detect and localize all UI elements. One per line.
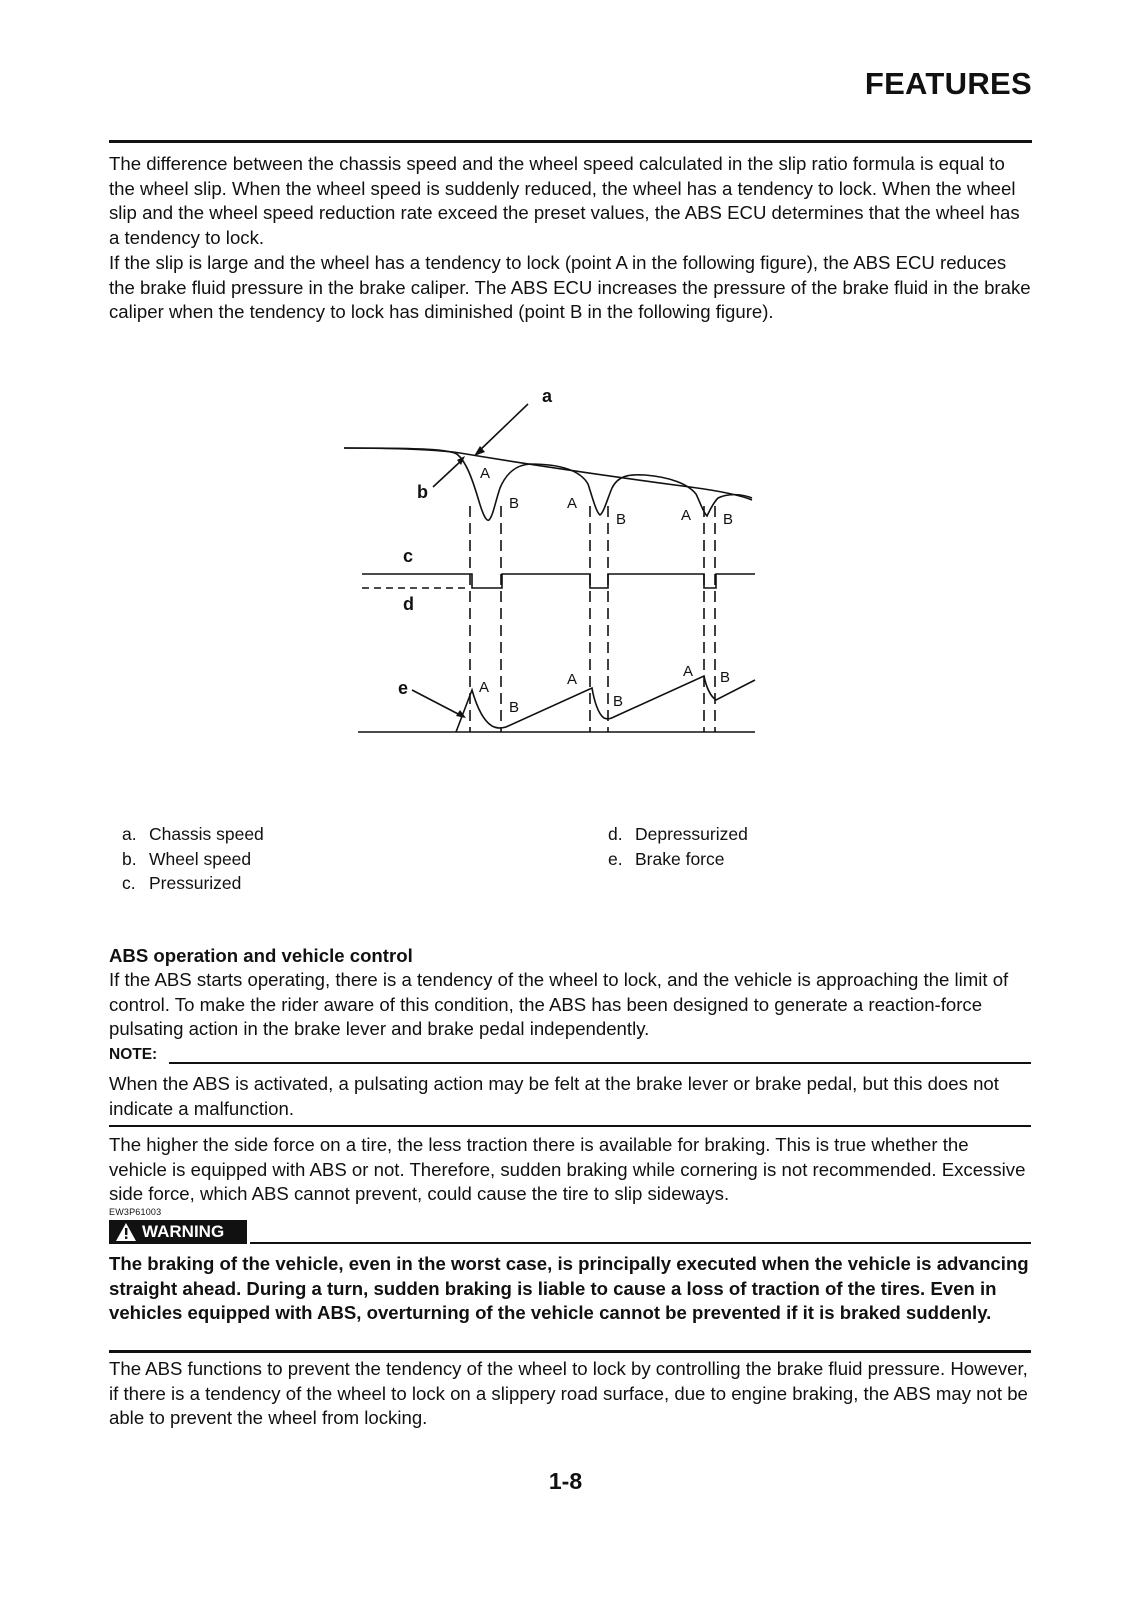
callout-b: b [417,482,428,502]
legend-item: e. Brake force [608,848,725,869]
pressure-signal [362,574,755,588]
legend-item: b. Wheel speed [122,848,252,869]
paragraph-abs-operation: If the ABS starts operating, there is a tendency of the wheel to lock, and the vehicle is approaching the limit of control. To make the rider aware of this condition, the ABS has been designed to generate a reaction-force pulsating action in the brake lever and brake pedal independently. [109,969,1009,1040]
point-a-label: A [479,679,490,696]
callout-e: e [398,678,409,698]
figure-legend-left [122,822,264,896]
callout-d: d [403,594,414,614]
point-a-label: A [681,507,692,524]
point-b-label: B [720,669,731,686]
warning-header [109,1220,1031,1246]
warning-text: The braking of the vehicle, even in the worst case, is principally executed when the vehicle is advancing straight ahead. During a turn, sudden braking is liable to cause a loss of traction of the tires. Even in vehicles equipped with ABS, overturning of the vehicle cannot be prevented if it is braked suddenly. [109,1253,1029,1324]
point-b-label: B [723,511,734,528]
warning-triangle-icon [115,1222,137,1242]
point-b-label: B [616,511,627,528]
callout-a: a [542,386,553,406]
figure-legend-right [608,822,748,871]
note-label: NOTE: [109,1046,158,1063]
warning-label: WARNING [142,1222,225,1241]
page-title: FEATURES [864,66,1032,101]
warning-code: EW3P61003 [109,1207,162,1217]
point-a-label: A [567,495,578,512]
page-number: 1-8 [548,1468,583,1494]
leader-b [433,460,462,487]
warning-end-divider [109,1350,1031,1353]
paragraph-wheel-slip: The difference between the chassis speed and the wheel speed calculated in the slip ratio formula is equal to the wheel slip. When the wheel speed is suddenly reduced, the wheel has a tendency to lock. When the wheel slip and the wheel speed reduction rate exceed the preset values, the ABS ECU determines that the wheel has a tendency to lock. [109,153,1020,248]
warning-badge [109,1220,247,1244]
legend-item: a. Chassis speed [122,824,264,844]
leader-e [412,690,462,716]
paragraph-side-force: The higher the side force on a tire, the less traction there is available for braking. This is true whether the vehicle is equipped with ABS or not. Therefore, sudden braking while cornering is not recommended. Excessive side force, which ABS cannot prevent, could cause the tire to slip sideways. [109,1134,1026,1205]
chassis-speed-curve [344,448,752,500]
note-text: When the ABS is activated, a pulsating action may be felt at the brake lever or brake pedal, but this does not indicate a malfunction. [109,1073,999,1119]
note-rule [169,1062,1031,1064]
warning-rule [250,1242,1031,1244]
legend-item: d. Depressurized [608,824,748,844]
point-a-label: A [567,671,578,688]
point-b-label: B [509,495,520,512]
point-b-label: B [613,693,624,710]
note-header [109,1046,1031,1068]
point-a-label: A [683,663,694,680]
callout-c: c [403,546,414,566]
point-b-label: B [509,699,520,716]
legend-item: c. Pressurized [122,873,242,894]
paragraph-abs-limitation: The ABS functions to prevent the tendency of the wheel to lock by controlling the brake fluid pressure. However, if there is a tendency of the wheel to lock on a slippery road surface, due to engine braking, the ABS may not be able to prevent the wheel from locking. [109,1358,1028,1429]
section-heading: ABS operation and vehicle control [109,945,413,966]
point-a-label: A [480,465,491,482]
leader-a [478,404,528,452]
abs-operation-diagram [340,378,780,768]
paragraph-lock-tendency: If the slip is large and the wheel has a tendency to lock (point A in the following figure), the ABS ECU reduces the brake fluid pressure in the brake caliper. The ABS ECU increases the pressure of the brake fluid in the brake caliper when the tendency to lock has diminished (point B in the following figure). [109,252,1031,323]
note-end-divider [109,1125,1031,1127]
header-divider [109,140,1032,143]
